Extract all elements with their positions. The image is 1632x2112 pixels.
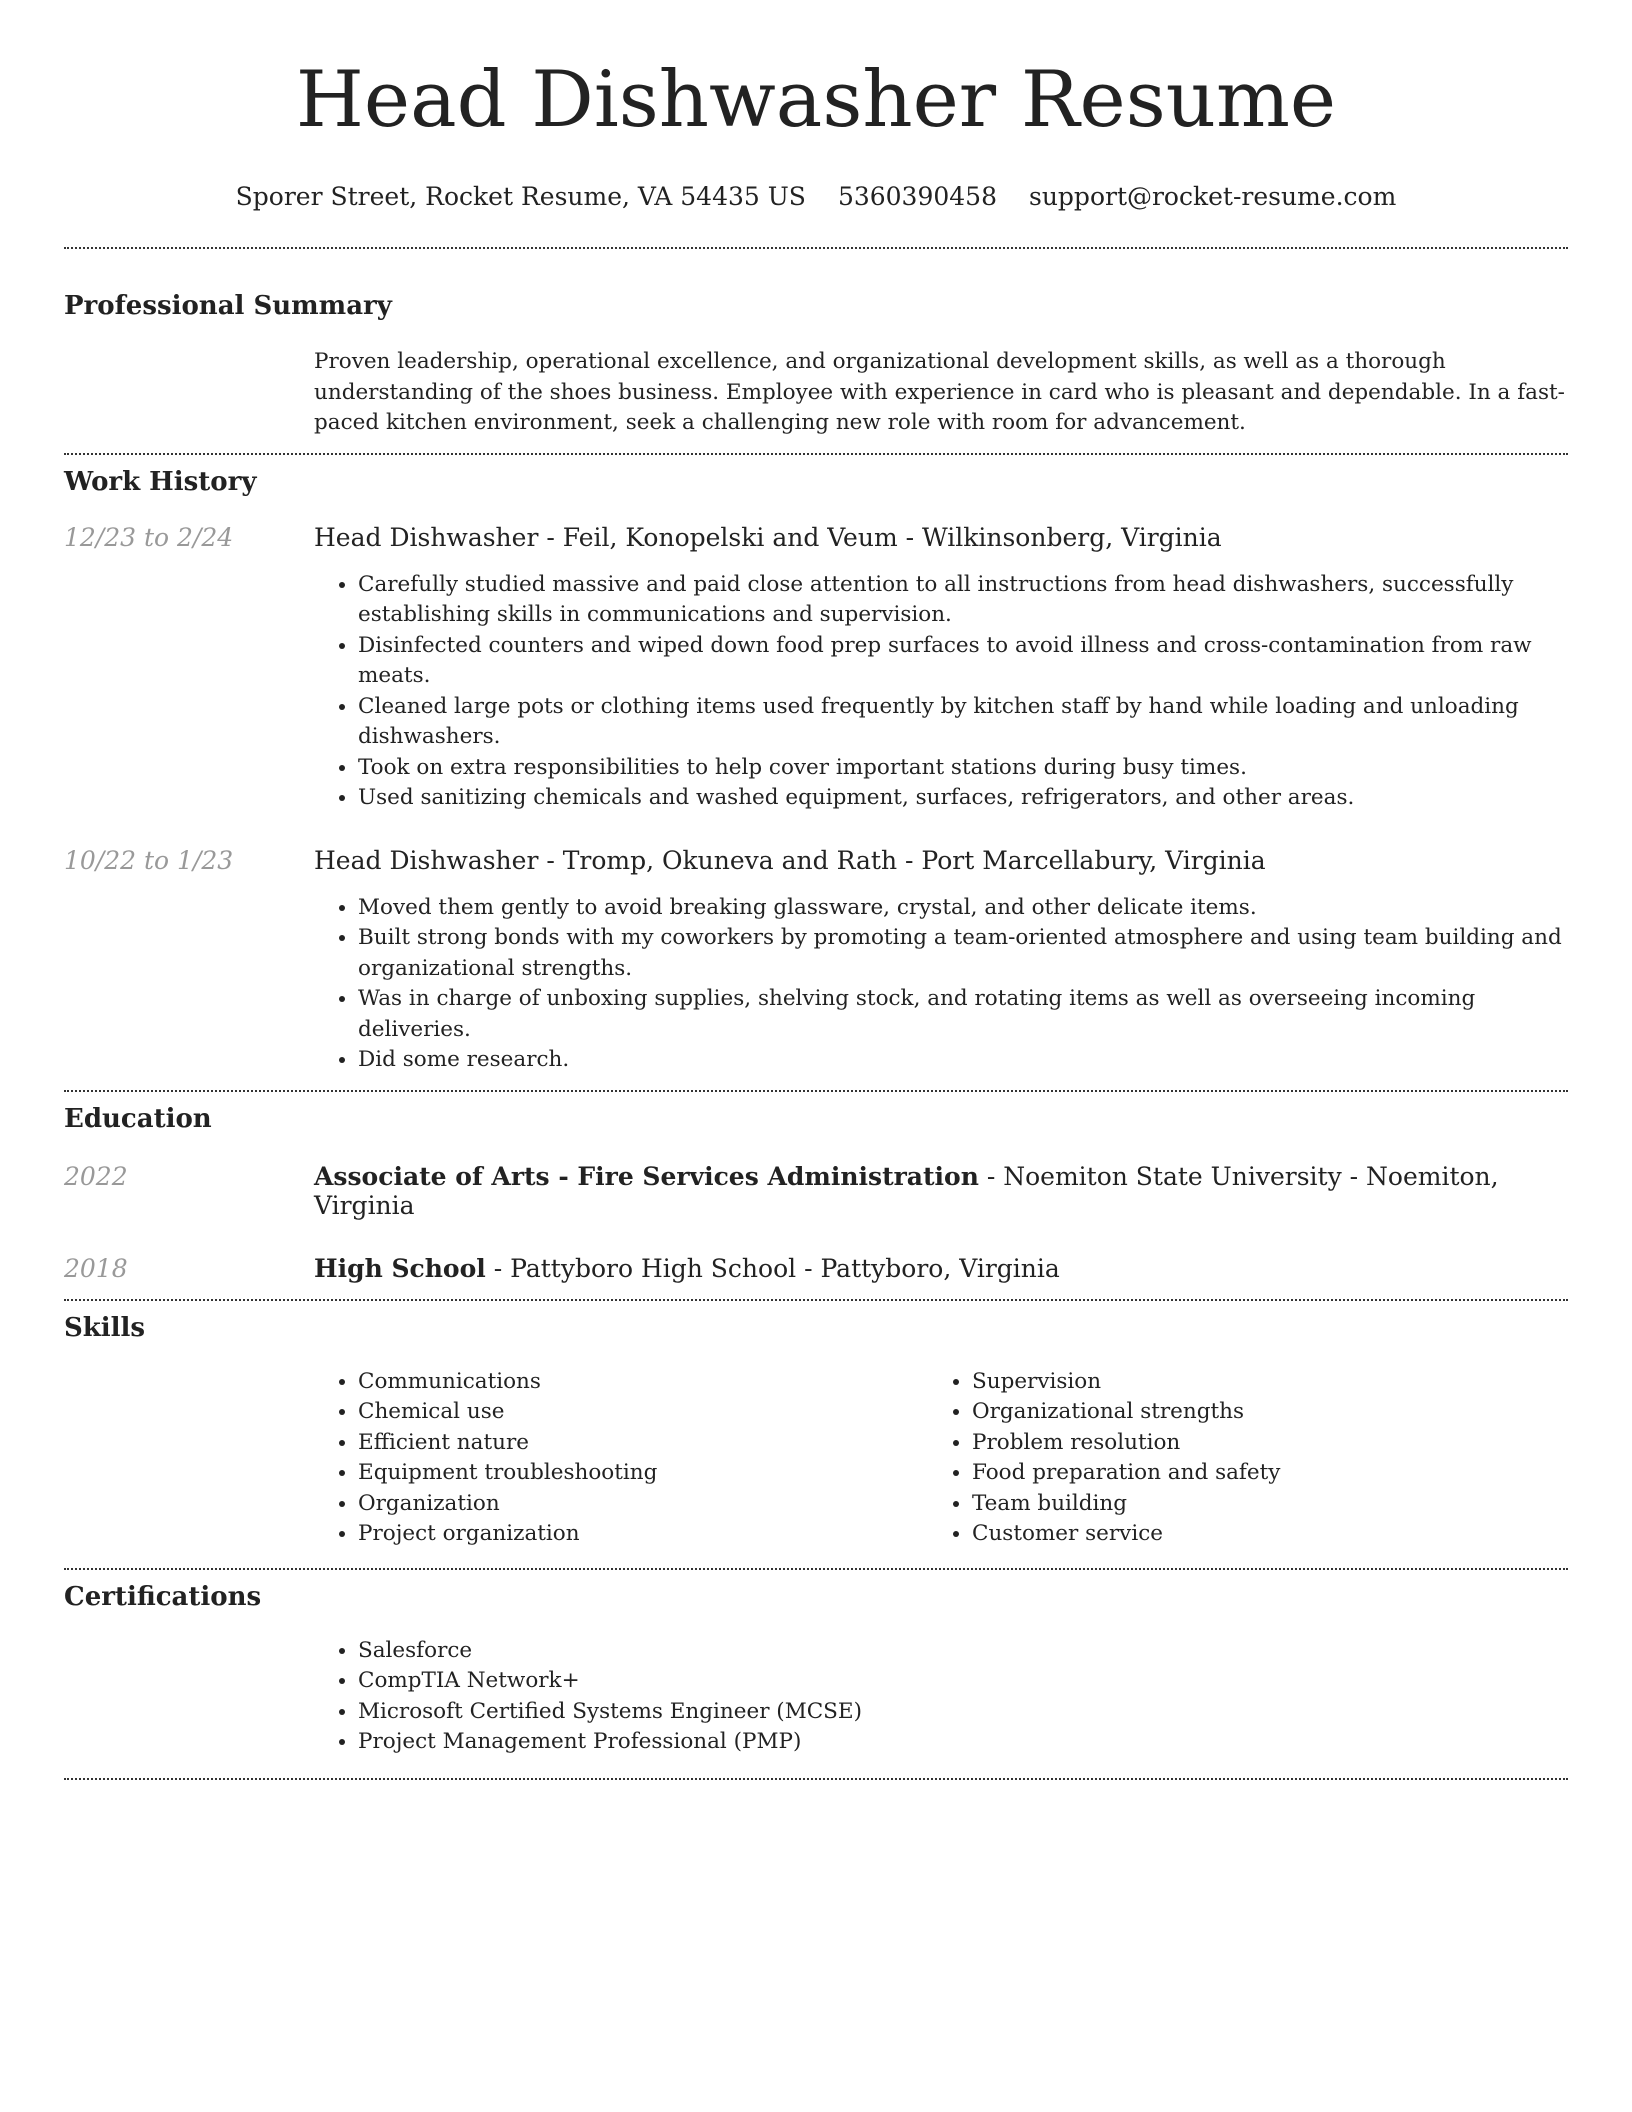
education-entry [64, 1254, 1568, 1283]
job-bullet: • Took on extra responsibilities to help cover important stations during busy times. [358, 753, 1568, 784]
skill-item: • Equipment troubleshooting [358, 1458, 928, 1489]
certifications-list [314, 1636, 1568, 1758]
divider [64, 1090, 1568, 1092]
contact-phone: 5360390458 [837, 182, 997, 211]
work-history-heading: Work History [64, 466, 257, 497]
contact-address: Sporer Street, Rocket Resume, VA 54435 US [235, 182, 806, 211]
job-employer-location: - Feil, Konopelski and Veum - Wilkinsonberg, Virginia [538, 522, 1222, 552]
contact-line [64, 182, 1568, 211]
education-year: 2018 [64, 1253, 128, 1283]
summary-heading: Professional Summary [64, 291, 392, 321]
job-dates: 10/22 to 1/23 [64, 845, 234, 875]
job-title-line [314, 523, 1568, 552]
certification-item: • Project Management Professional (PMP) [358, 1727, 1568, 1758]
skill-item: • Team building [972, 1489, 1568, 1520]
skill-item: • Food preparation and safety [972, 1458, 1568, 1489]
certification-item: • Salesforce [358, 1636, 1568, 1667]
education-section [64, 1104, 1568, 1283]
job-bullet: • Was in charge of unboxing supplies, shelving stock, and rotating items as well as overseeing incoming deliveries. [358, 984, 1568, 1045]
education-year: 2022 [64, 1161, 128, 1191]
job-bullets [314, 893, 1568, 1076]
certification-item: • CompTIA Network+ [358, 1666, 1568, 1697]
skill-item: • Problem resolution [972, 1428, 1568, 1459]
skill-item: • Organizational strengths [972, 1397, 1568, 1428]
education-degree: Associate of Arts - Fire Services Administration [314, 1161, 979, 1191]
skills-section [64, 1313, 1568, 1550]
resume-title: Head Dishwasher Resume [295, 55, 1337, 145]
education-line [314, 1254, 1568, 1283]
job-title: Head Dishwasher [314, 522, 539, 552]
skill-item: • Communications [358, 1367, 928, 1398]
skills-list-left [314, 1367, 928, 1550]
skills-list-right [928, 1367, 1568, 1550]
job-title: Head Dishwasher [314, 845, 539, 875]
skills-heading: Skills [64, 1312, 146, 1343]
certifications-section [64, 1582, 1568, 1758]
job-bullets [314, 570, 1568, 814]
education-line [314, 1162, 1568, 1220]
contact-email: support@rocket-resume.com [1029, 182, 1397, 211]
job-employer-location: - Tromp, Okuneva and Rath - Port Marcellabury, Virginia [538, 845, 1266, 875]
certification-item: • Microsoft Certified Systems Engineer (MCSE) [358, 1697, 1568, 1728]
job-title-line [314, 846, 1568, 875]
job-bullet: • Used sanitizing chemicals and washed equipment, surfaces, refrigerators, and other areas. [358, 783, 1568, 814]
work-history-section [64, 467, 1568, 1076]
job-bullet: • Carefully studied massive and paid close attention to all instructions from head dishwashers, successfully establishing skills in communications and supervision. [358, 570, 1568, 631]
divider [64, 247, 1568, 249]
job-bullet: • Moved them gently to avoid breaking glassware, crystal, and other delicate items. [358, 893, 1568, 924]
education-school: - Pattyboro High School - Pattyboro, Virginia [485, 1253, 1060, 1283]
job-bullet: • Cleaned large pots or clothing items used frequently by kitchen staff by hand while loading and unloading dishwashers. [358, 692, 1568, 753]
job-bullet: • Built strong bonds with my coworkers by promoting a team-oriented atmosphere and using team building and organizational strengths. [358, 923, 1568, 984]
summary-text: Proven leadership, operational excellence, and organizational development skills, as well as a thorough understanding of the shoes business. Employee with experience in card who is pleasant and dependable. In a fast-paced kitchen environment, seek a challenging new role with room for advancement. [314, 349, 1565, 435]
skill-item: • Project organization [358, 1519, 928, 1550]
skill-item: • Customer service [972, 1519, 1568, 1550]
education-entry [64, 1162, 1568, 1220]
certifications-heading: Certifications [64, 1581, 262, 1612]
education-school: - Noemiton State University - Noemiton, Virginia [314, 1161, 1499, 1220]
skill-item: • Efficient nature [358, 1428, 928, 1459]
divider [64, 1778, 1568, 1780]
summary-section [64, 291, 1568, 439]
job-bullet: • Disinfected counters and wiped down food prep surfaces to avoid illness and cross-contamination from raw meats. [358, 631, 1568, 692]
job-entry [64, 846, 1568, 1076]
job-entry [64, 523, 1568, 814]
job-bullet: • Did some research. [358, 1045, 1568, 1076]
education-degree: High School [314, 1253, 486, 1283]
divider [64, 1568, 1568, 1570]
skill-item: • Chemical use [358, 1397, 928, 1428]
education-heading: Education [64, 1103, 212, 1134]
divider [64, 453, 1568, 455]
skill-item: • Organization [358, 1489, 928, 1520]
resume-page [64, 0, 1568, 1780]
skill-item: • Supervision [972, 1367, 1568, 1398]
divider [64, 1299, 1568, 1301]
job-dates: 12/23 to 2/24 [64, 522, 234, 552]
